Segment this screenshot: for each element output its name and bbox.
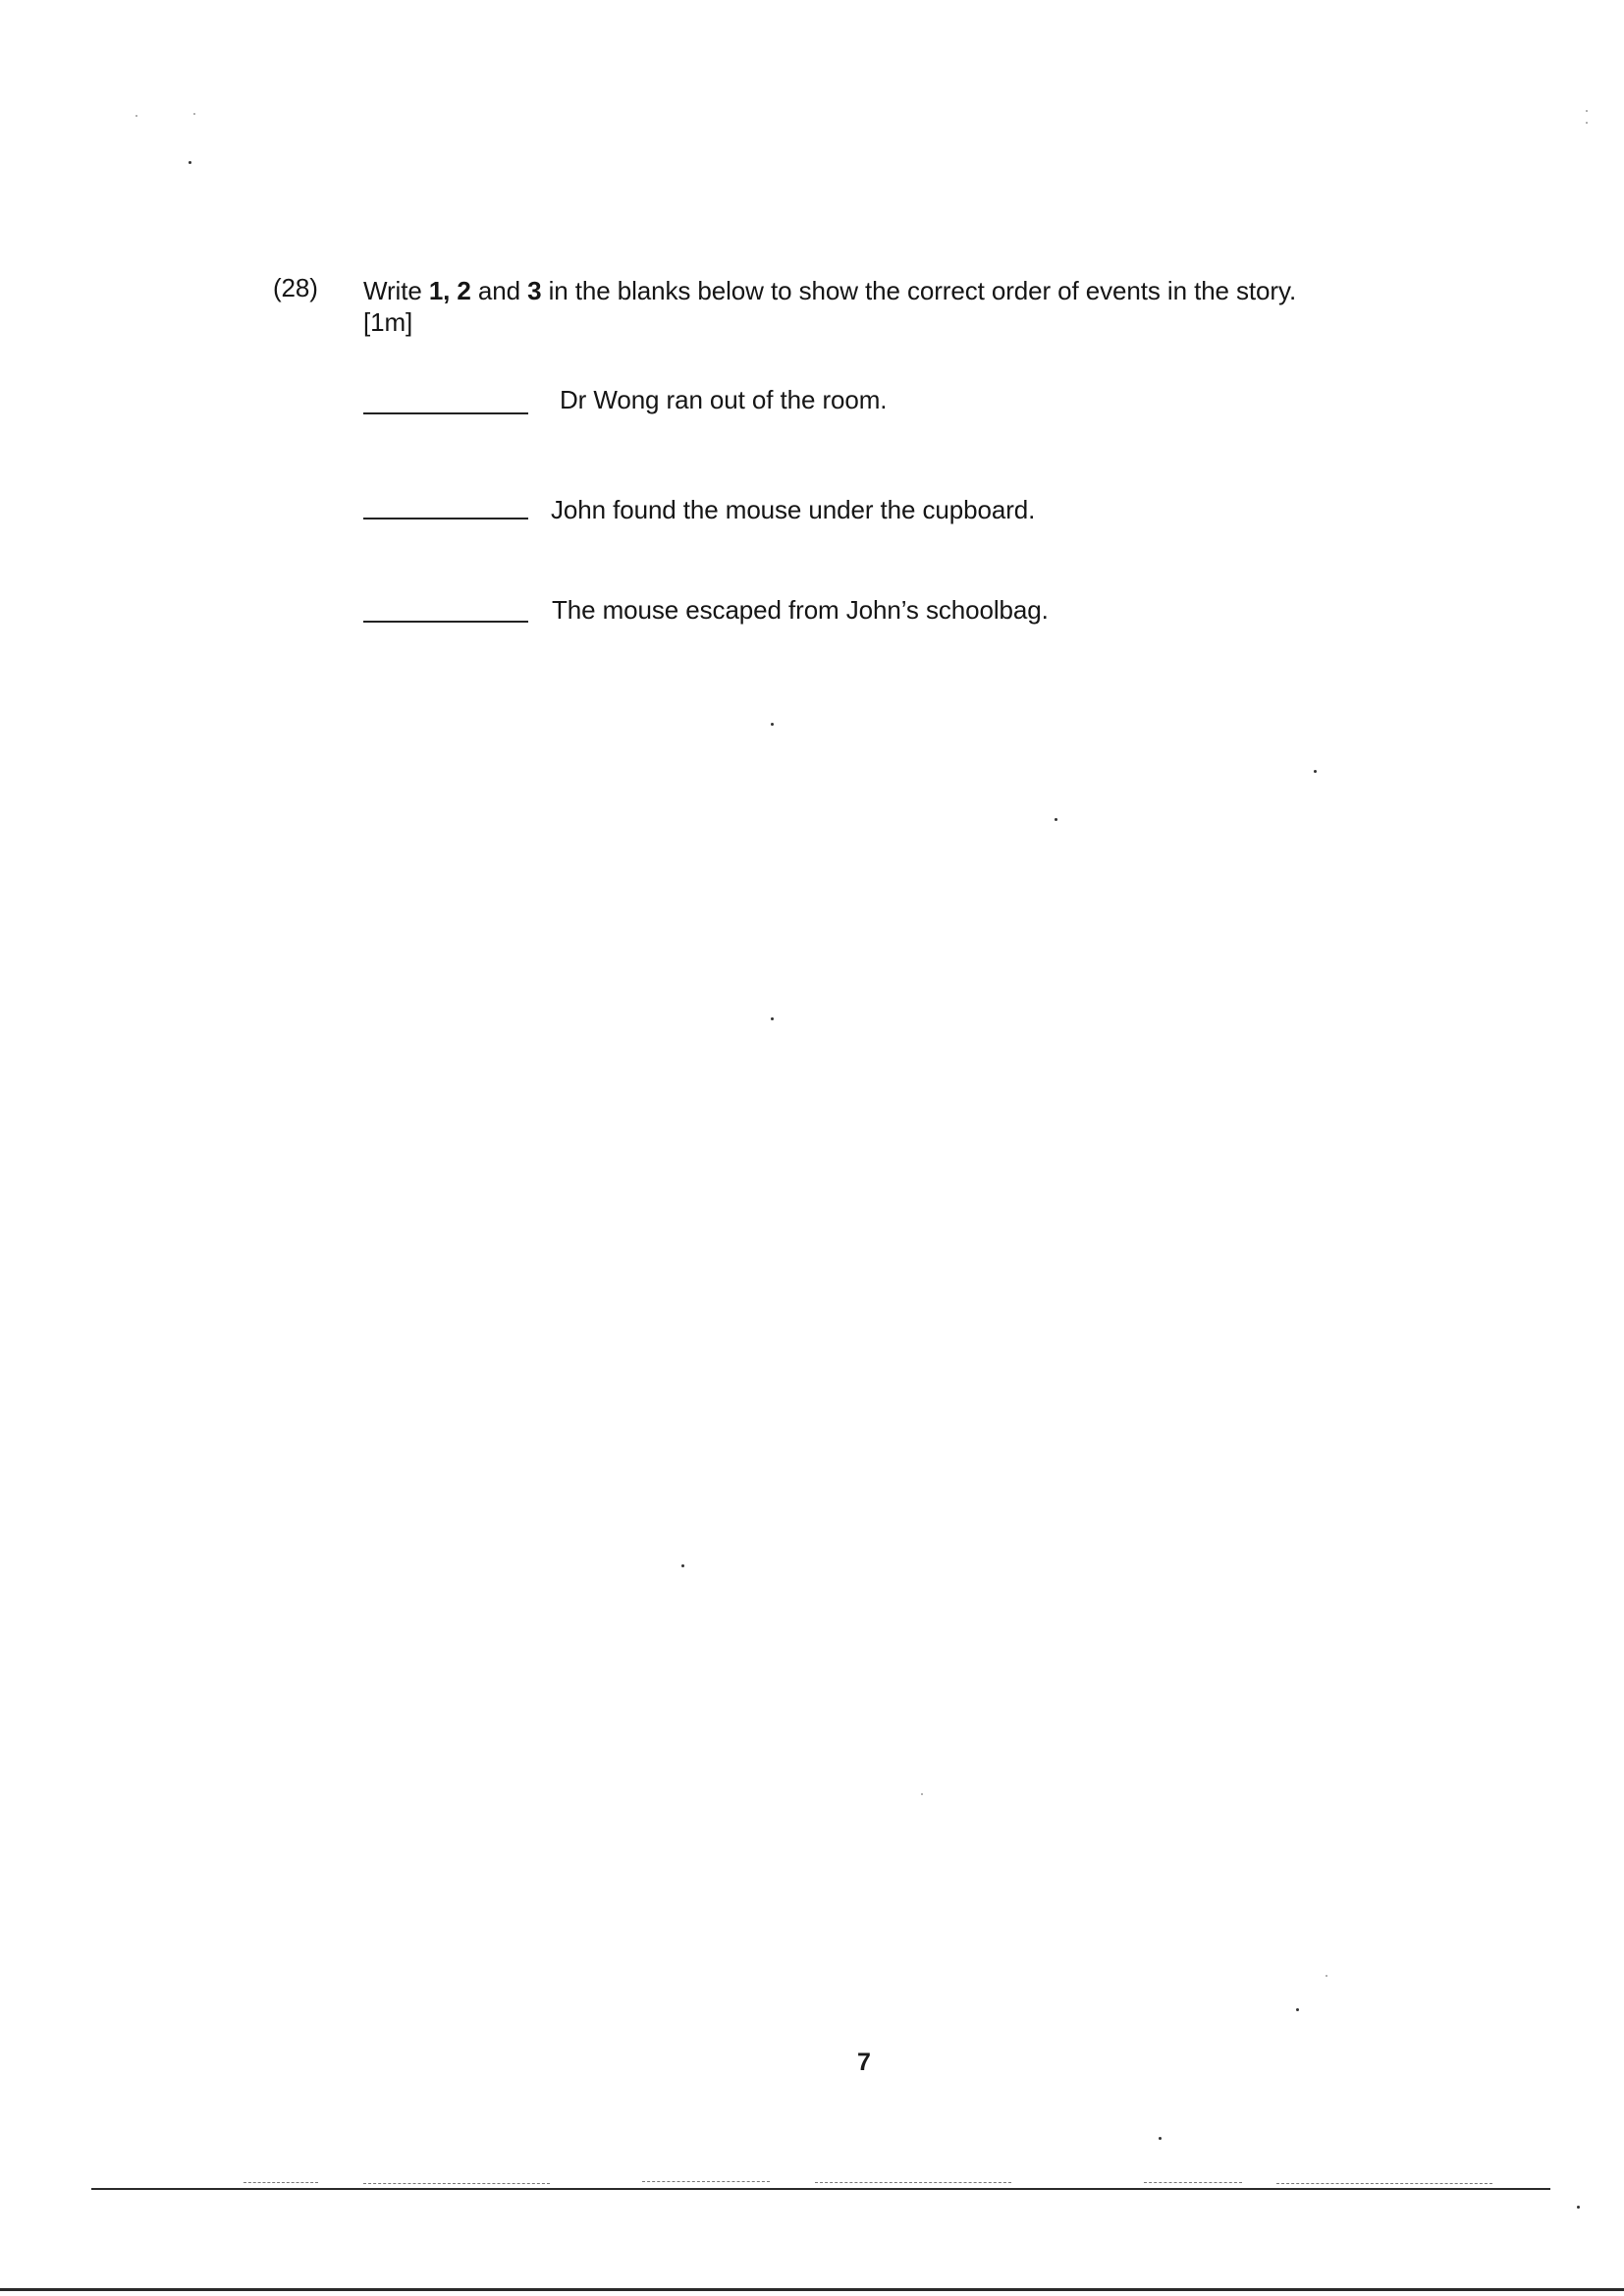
instruction-bold-numbers: 1, 2 [428, 276, 471, 305]
scan-speck [771, 1017, 774, 1020]
scan-noise [642, 2181, 770, 2182]
instruction-text: Write [363, 276, 429, 305]
scan-noise [363, 2183, 550, 2184]
scan-speck [681, 1564, 684, 1567]
question-instruction [363, 276, 1296, 306]
instruction-text: and [470, 276, 528, 305]
scan-speck [1577, 2206, 1580, 2209]
scan-speck [1296, 2008, 1299, 2011]
scan-speck [1326, 1975, 1327, 1977]
page-number: 7 [857, 2049, 871, 2076]
scan-noise [244, 2182, 318, 2183]
event-statement-3: The mouse escaped from John’s schoolbag. [552, 595, 1049, 625]
scan-speck [771, 723, 774, 726]
scan-speck [921, 1793, 923, 1795]
scan-speck [1055, 818, 1057, 821]
instruction-text: in the blanks below to show the correct order of events in the story. [541, 276, 1297, 305]
scan-noise [815, 2182, 1011, 2183]
scan-speck [1314, 770, 1317, 773]
answer-blank-2 [363, 518, 528, 519]
answer-blank-3 [363, 621, 528, 623]
question-marks: [1m] [363, 307, 413, 337]
answer-blank-1 [363, 412, 528, 414]
scan-speck [189, 161, 191, 164]
scan-speck [1586, 122, 1588, 124]
scan-speck [1159, 2137, 1162, 2140]
scan-noise [1276, 2183, 1492, 2184]
scan-speck [135, 115, 137, 117]
page-edge-rule [0, 2288, 1624, 2291]
scan-speck [1586, 110, 1588, 112]
bottom-rule [91, 2188, 1550, 2190]
question-number: (28) [273, 273, 318, 302]
scan-speck [193, 113, 195, 115]
event-statement-2: John found the mouse under the cupboard. [551, 495, 1036, 524]
scan-noise [1144, 2182, 1242, 2183]
event-statement-1: Dr Wong ran out of the room. [560, 385, 888, 414]
instruction-bold-number: 3 [527, 276, 542, 305]
